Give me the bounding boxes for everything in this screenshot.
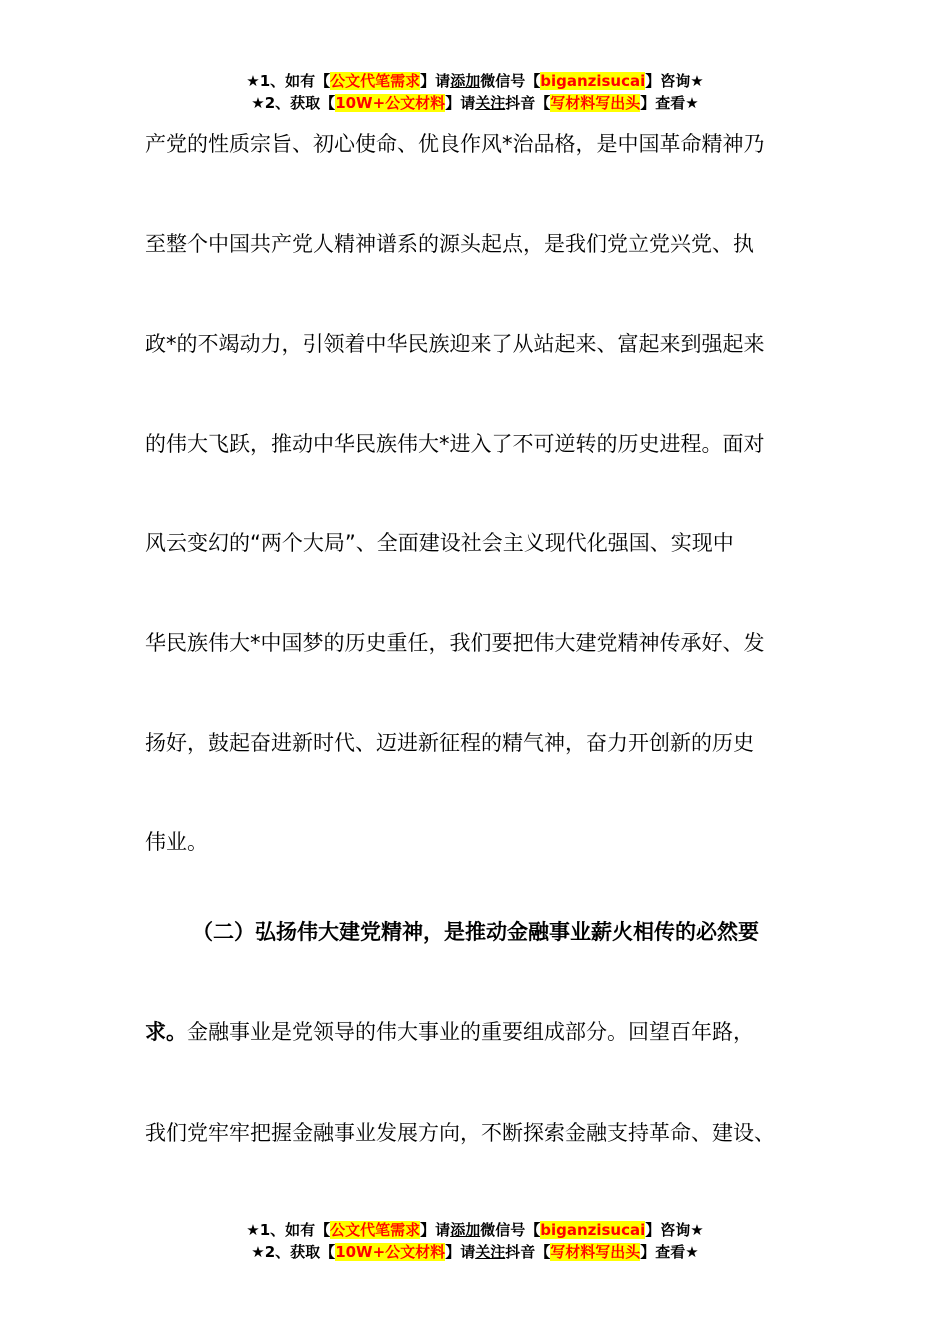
highlight-text: 10W+公文材料 bbox=[335, 1243, 446, 1261]
header-banner bbox=[0, 70, 950, 114]
banner-line-2 bbox=[0, 92, 950, 114]
banner-text: ★1、如有【 bbox=[246, 72, 331, 90]
paragraph-text: 金融事业是党领导的伟大事业的重要组成部分。回望百年路， bbox=[187, 1020, 754, 1044]
highlight-text: 10W+公文材料 bbox=[335, 94, 446, 112]
banner-line-1 bbox=[0, 70, 950, 92]
highlight-text: 公文代笔需求 bbox=[330, 1221, 421, 1239]
paragraph-line: 我们党牢牢把握金融事业发展方向，不断探索金融支持革命、建设、 bbox=[145, 1121, 775, 1145]
banner-text: 】请 bbox=[445, 94, 476, 112]
underlined-text: 添加 bbox=[450, 1221, 481, 1239]
paragraph-line: 产党的性质宗旨、初心使命、优良作风*治品格，是中国革命精神乃 bbox=[145, 132, 765, 156]
paragraph-line: 至整个中国共产党人精神谱系的源头起点，是我们党立党兴党、执 bbox=[145, 232, 754, 256]
banner-text: 】咨询★ bbox=[645, 72, 704, 90]
banner-text: ★1、如有【 bbox=[246, 1221, 331, 1239]
paragraph-line: 政*的不竭动力，引领着中华民族迎来了从站起来、富起来到强起来 bbox=[145, 332, 765, 356]
paragraph-line bbox=[145, 1019, 754, 1045]
paragraph-line: 扬好，鼓起奋进新时代、迈进新征程的精气神，奋力开创新的历史 bbox=[145, 731, 754, 755]
highlight-text: 写材料写出头 bbox=[550, 94, 641, 112]
banner-text: 微信号【 bbox=[480, 72, 541, 90]
paragraph-line: 伟业。 bbox=[145, 830, 208, 854]
banner-text: ★2、获取【 bbox=[251, 1243, 336, 1261]
highlight-text: 写材料写出头 bbox=[550, 1243, 641, 1261]
banner-text: 】查看★ bbox=[640, 1243, 699, 1261]
paragraph-line: 风云变幻的“两个大局”、全面建设社会主义现代化强国、实现中 bbox=[145, 531, 734, 555]
banner-line-1 bbox=[0, 1219, 950, 1241]
footer-banner bbox=[0, 1219, 950, 1263]
paragraph-line: 的伟大飞跃，推动中华民族伟大*进入了不可逆转的历史进程。面对 bbox=[145, 432, 765, 456]
underlined-text: 关注 bbox=[475, 94, 506, 112]
banner-text: 】咨询★ bbox=[645, 1221, 704, 1239]
highlight-text: 公文代笔需求 bbox=[330, 72, 421, 90]
section-heading-end: 求。 bbox=[145, 1020, 187, 1044]
banner-text: ★2、获取【 bbox=[251, 94, 336, 112]
paragraph-line: 华民族伟大*中国梦的历史重任，我们要把伟大建党精神传承好、发 bbox=[145, 631, 765, 655]
section-heading: （二）弘扬伟大建党精神，是推动金融事业薪火相传的必然要 bbox=[192, 920, 759, 944]
banner-text: 抖音【 bbox=[505, 1243, 551, 1261]
banner-text: 】请 bbox=[445, 1243, 476, 1261]
banner-text: 抖音【 bbox=[505, 94, 551, 112]
banner-text: 】查看★ bbox=[640, 94, 699, 112]
banner-text: 】请 bbox=[420, 1221, 451, 1239]
highlight-text: biganzisucai bbox=[540, 72, 646, 90]
underlined-text: 添加 bbox=[450, 72, 481, 90]
underlined-text: 关注 bbox=[475, 1243, 506, 1261]
banner-text: 】请 bbox=[420, 72, 451, 90]
banner-line-2 bbox=[0, 1241, 950, 1263]
banner-text: 微信号【 bbox=[480, 1221, 541, 1239]
highlight-text: biganzisucai bbox=[540, 1221, 646, 1239]
